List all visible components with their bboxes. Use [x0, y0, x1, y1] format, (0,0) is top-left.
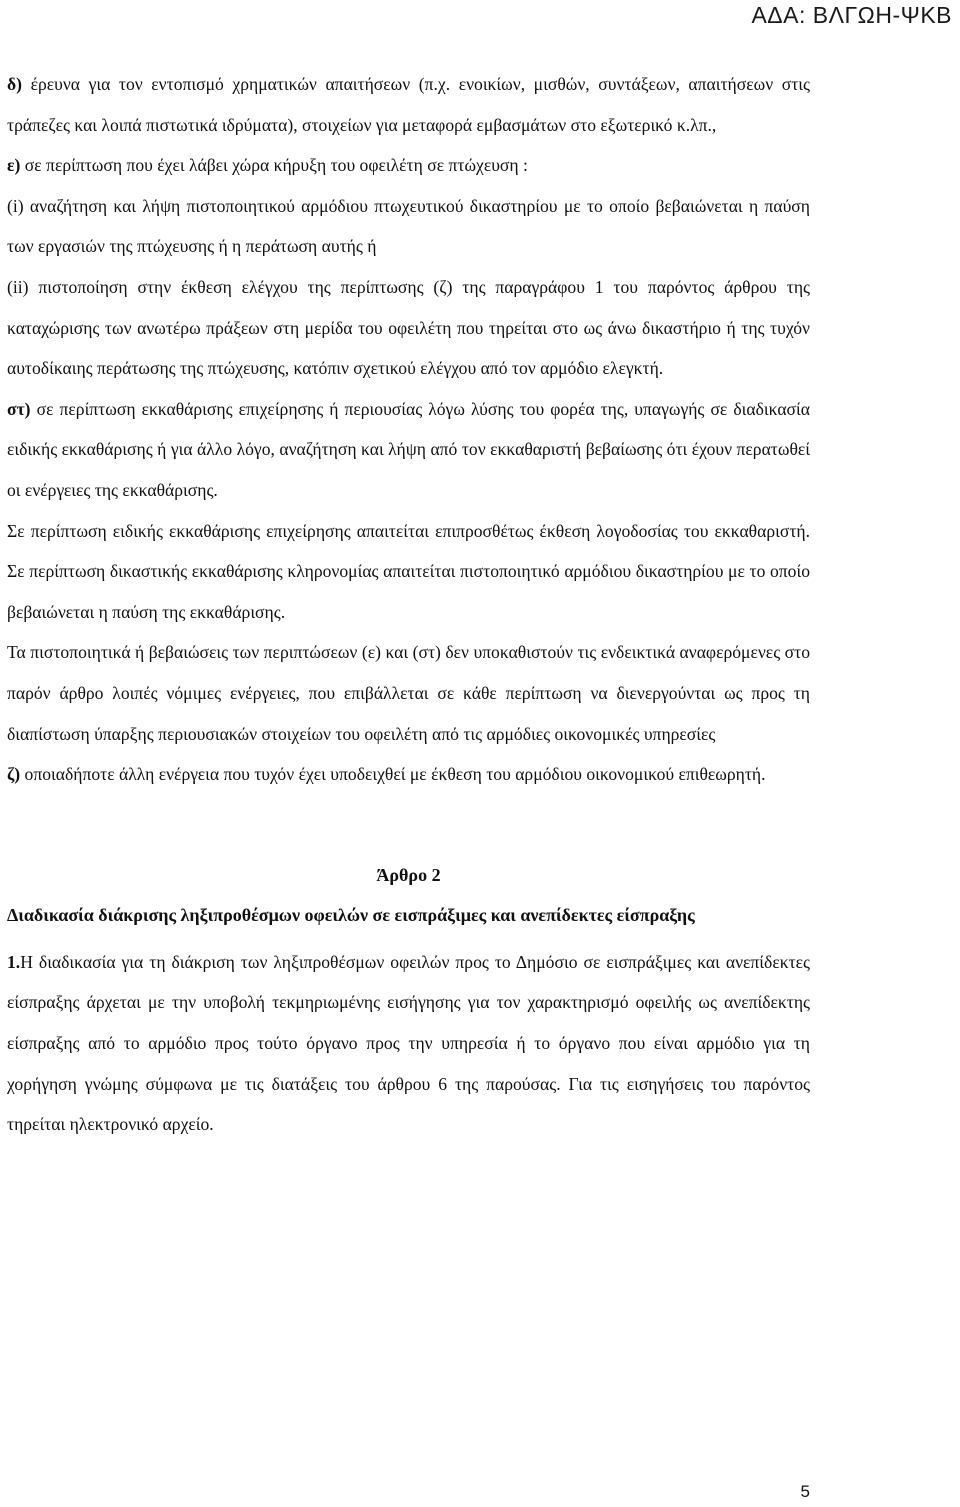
label-z: ζ) [7, 764, 21, 785]
document-body [7, 64, 810, 1145]
article-paragraph-1-text: Η διαδικασία για τη διάκριση των ληξιπροθέσμων οφειλών προς το Δημόσιο σε εισπράξιμες και ανεπίδεκτες είσπραξης άρχεται με την υποβολή τεκμηριωμένης εισήγησης για τον χαρακτηρισμό οφειλής ως ανεπίδεκτης είσπραξης από το αρμόδιο προς τούτο όργανο προς την υπηρεσία ή το όργανο που είναι αρμόδιο για τη χορήγηση γνώμης σύμφωνα με τις διατάξεις του άρθρου 6 της παρούσας. Για τις εισηγήσεις του παρόντος τηρείται ηλεκτρονικό αρχείο. [7, 951, 810, 1135]
paragraph-e-i: (i) αναζήτηση και λήψη πιστοποιητικού αρμόδιου πτωχευτικού δικαστηρίου με το οποίο βεβαιώνεται η παύση των εργασιών της πτώχευσης ή η περάτωση αυτής ή [7, 195, 810, 257]
article-title: Διαδικασία διάκρισης ληξιπροθέσμων οφειλών σε εισπράξιμες και ανεπίδεκτες είσπραξης [7, 905, 695, 926]
text-st: σε περίπτωση εκκαθάρισης επιχείρησης ή περιουσίας λόγω λύσης του φορέα της, υπαγωγής σε διαδικασία ειδικής εκκαθάρισης ή για άλλο λόγο, αναζήτηση και λήψη από τον εκκαθαριστή βεβαίωσης ότι έχουν περατωθεί οι ενέργειες της εκκαθάρισης. [7, 398, 810, 500]
spacer [7, 795, 810, 855]
ada-code: ΑΔΑ: ΒΛΓΩΗ-ΨΚΒ [751, 2, 952, 28]
paragraph-certificates: Τα πιστοποιητικά ή βεβαιώσεις των περιπτώσεων (ε) και (στ) δεν υποκαθιστούν τις ενδεικτικά αναφερόμενες στο παρόν άρθρο λοιπές νόμιμες ενέργειες, που επιβάλλεται σε κάθε περίπτωση να διενεργούνται ως προς τη διαπίστωση ύπαρξης περιουσιακών στοιχείων του οφειλέτη από τις αρμόδιες οικονομικές υπηρεσίες [7, 642, 810, 744]
label-e: ε) [7, 155, 21, 176]
text-d: έρευνα για τον εντοπισμό χρηματικών απαιτήσεων (π.χ. ενοικίων, μισθών, συντάξεων, απαιτήσεων στις τράπεζες και λοιπά πιστωτικά ιδρύματα), στοιχείων για μεταφορά εμβασμάτων στο εξωτερικό κ.λπ., [7, 74, 810, 135]
paragraph-special-liquidation: Σε περίπτωση ειδικής εκκαθάρισης επιχείρησης απαιτείται επιπροσθέτως έκθεση λογοδοσίας του εκκαθαριστή. Σε περίπτωση δικαστικής εκκαθάρισης κληρονομίας απαιτείται πιστοποιητικό αρμόδιου δικαστηρίου με το οποίο βεβαιώνεται η παύση της εκκαθάρισης. [7, 520, 810, 622]
paragraph-st [7, 389, 810, 511]
label-st: στ) [7, 398, 31, 419]
text-e: σε περίπτωση που έχει λάβει χώρα κήρυξη του οφειλέτη σε πτώχευση : [20, 155, 528, 176]
label-d: δ) [7, 74, 22, 94]
text-z: οποιαδήποτε άλλη ενέργεια που τυχόν έχει υποδειχθεί με έκθεση του αρμόδιου οικονομικού επιθεωρητή. [20, 764, 766, 785]
paragraph-e [7, 145, 810, 186]
article-heading: Άρθρο 2 [376, 864, 441, 885]
paragraph-e-ii: (ii) πιστοποίηση στην έκθεση ελέγχου της περίπτωσης (ζ) της παραγράφου 1 του παρόντος άρθρου της καταχώρισης των ανωτέρω πράξεων στη μερίδα του οφειλέτη που τηρείται στο ως άνω δικαστήριο ή της τυχόν αυτοδίκαιης περάτωσης της πτώχευσης, κατόπιν σχετικού ελέγχου από τον αρμόδιο ελεγκτή. [7, 276, 810, 379]
page-number: 5 [800, 1482, 810, 1501]
article-paragraph-1 [7, 942, 810, 1145]
paragraph-z [7, 754, 810, 795]
article-paragraph-1-label: 1. [7, 951, 21, 972]
paragraph-d [7, 64, 810, 145]
